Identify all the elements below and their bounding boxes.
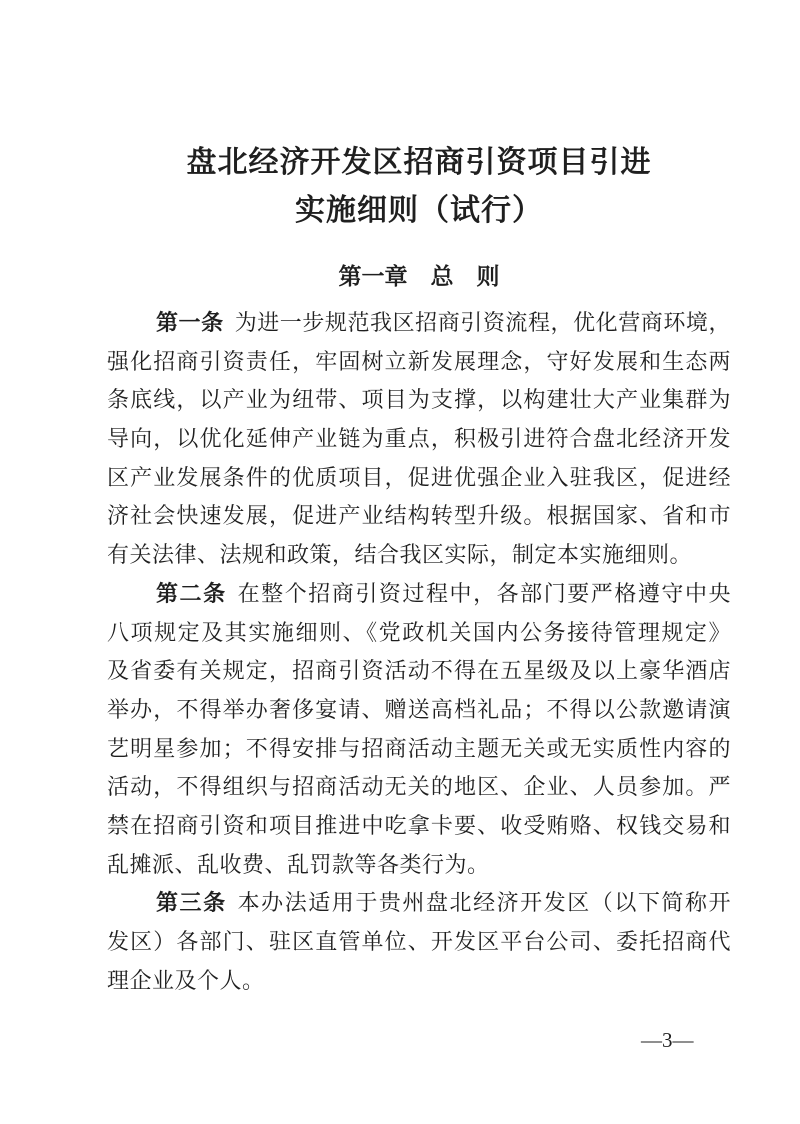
- text-line: 发区）各部门、驻区直管单位、开发区平台公司、委托招商代: [107, 929, 731, 954]
- article-paragraph: [107, 884, 731, 1000]
- text-line: 第三条 本办法适用于贵州盘北经济开发区（以下简称开: [156, 890, 731, 916]
- page-number: —3—: [641, 1028, 694, 1052]
- article-paragraph: [107, 304, 731, 575]
- text-line: 乱摊派、乱收费、乱罚款等各类行为。: [107, 851, 490, 877]
- text-line: 举办，不得举办奢侈宴请、赠送高档礼品；不得以公款邀请演: [107, 696, 731, 722]
- chapter-heading: 第一章 总 则: [338, 263, 500, 289]
- text-line: 禁在招商引资和项目推进中吃拿卡要、收受贿赂、权钱交易和: [107, 812, 731, 838]
- article-number: 第二条: [156, 580, 227, 606]
- text-line: 强化招商引资责任，牢固树立新发展理念，守好发展和生态两: [107, 348, 731, 374]
- text-line: 及省委有关规定，招商引资活动不得在五星级及以上豪华酒店: [107, 658, 731, 684]
- text-line: 有关法律、法规和政策，结合我区实际，制定本实施细则。: [107, 542, 693, 568]
- article-paragraphs: [107, 304, 731, 1000]
- text-line: 区产业发展条件的优质项目，促进优强企业入驻我区，促进经: [107, 464, 731, 490]
- text-line: 第一条 为进一步规范我区招商引资流程，优化营商环境，: [156, 310, 731, 335]
- text-line: 条底线，以产业为纽带、项目为支撑，以构建壮大产业集群为: [107, 387, 731, 413]
- text-line: 导向，以优化延伸产业链为重点，积极引进符合盘北经济开发: [107, 426, 731, 452]
- article-number: 第一条: [156, 310, 224, 335]
- document-title-line2: 实施细则（试行）: [295, 194, 543, 227]
- text-line: 济社会快速发展，促进产业结构转型升级。根据国家、省和市: [107, 503, 731, 529]
- article-number: 第三条: [156, 890, 227, 916]
- text-line: 理企业及个人。: [107, 967, 265, 993]
- text-line: 活动，不得组织与招商活动无关的地区、企业、人员参加。严: [107, 774, 731, 800]
- document-title-line1: 盘北经济开发区招商引资项目引进: [186, 146, 652, 179]
- document-title: [107, 139, 731, 235]
- article-paragraph: [107, 575, 731, 885]
- text-line: 八项规定及其实施细则、《党政机关国内公务接待管理规定》: [107, 619, 731, 645]
- text-line: 艺明星参加；不得安排与招商活动主题无关或无实质性内容的: [107, 735, 731, 761]
- text-line: 第二条 在整个招商引资过程中，各部门要严格遵守中央: [156, 580, 731, 606]
